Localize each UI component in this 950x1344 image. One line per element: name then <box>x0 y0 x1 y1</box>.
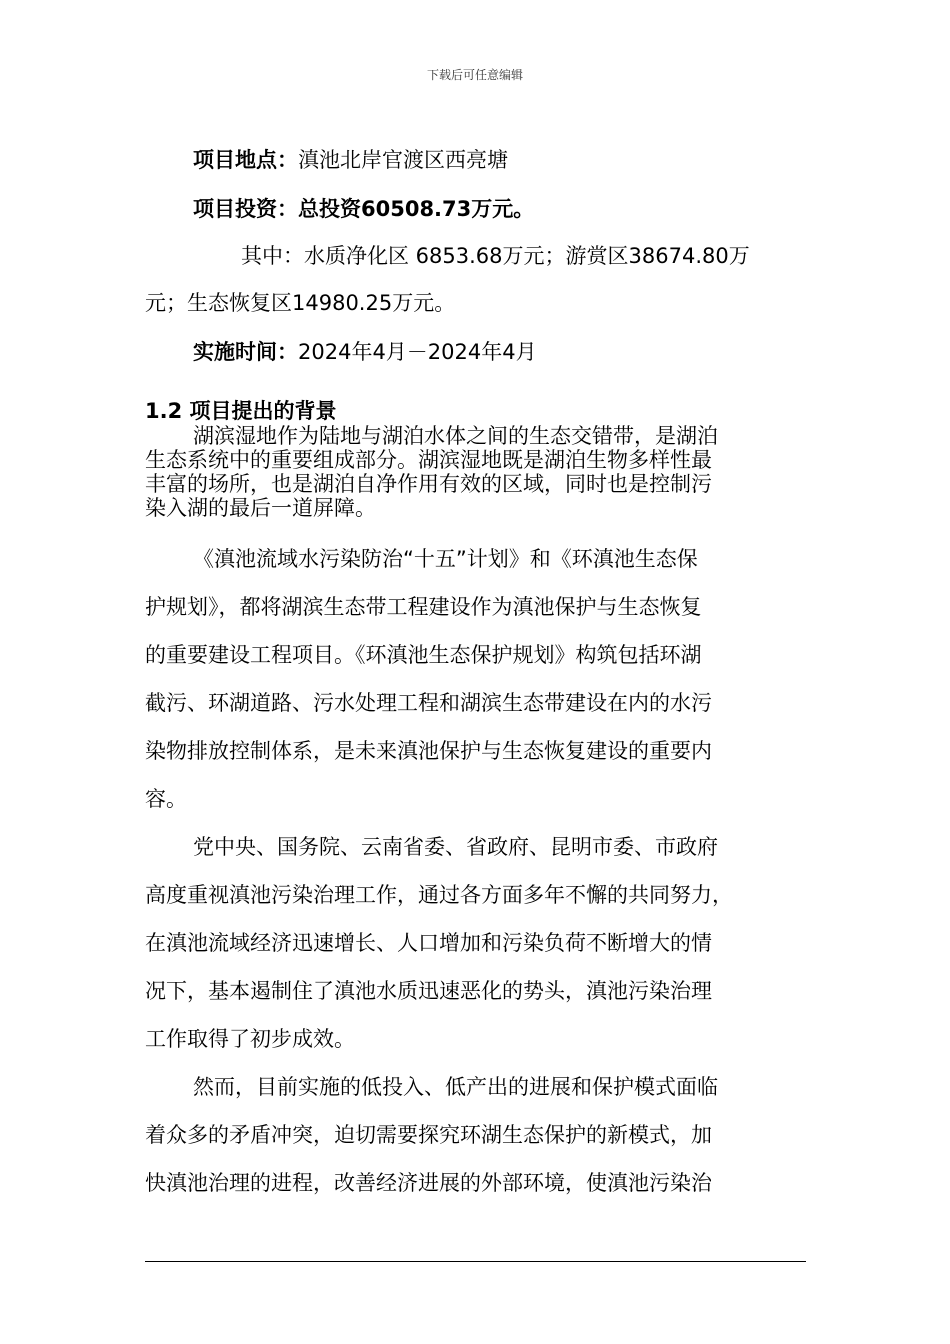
investment-breakdown-line-2: 元；生态恢复区14980.25万元。 <box>145 291 456 315</box>
project-investment-value: 总投资60508.73万元。 <box>298 197 535 221</box>
project-location-value: 滇池北岸官渡区西亮塘 <box>298 148 508 172</box>
project-location-line <box>193 147 863 173</box>
paragraph-line: 然而，目前实施的低投入、低产出的进展和保护模式面临 <box>193 1075 718 1099</box>
paragraph-line: 《滇池流域水污染防治“十五”计划》和《环滇池生态保 <box>193 547 698 571</box>
paragraph-line: 高度重视滇池污染治理工作，通过各方面多年不懈的共同努力， <box>145 883 733 907</box>
project-investment-label: 项目投资： <box>193 197 298 221</box>
implementation-time-value: 2024年4月－2024年4月 <box>298 340 537 364</box>
paragraph-line: 快滇池治理的进程，改善经济进展的外部环境，使滇池污染治 <box>145 1171 712 1195</box>
section-heading: 1.2 项目提出的背景 <box>145 399 337 423</box>
footer-divider <box>145 1261 806 1262</box>
paragraph-line: 在滇池流域经济迅速增长、人口增加和污染负荷不断增大的情 <box>145 931 712 955</box>
paragraph-line: 生态系统中的重要组成部分。湖滨湿地既是湖泊生物多样性最 <box>145 448 712 472</box>
paragraph-line: 染物排放控制体系，是未来滇池保护与生态恢复建设的重要内 <box>145 739 712 763</box>
paragraph-line: 护规划》，都将湖滨生态带工程建设作为滇池保护与生态恢复 <box>145 595 702 619</box>
paragraph-line: 截污、环湖道路、污水处理工程和湖滨生态带建设在内的水污 <box>145 691 712 715</box>
paragraph-line: 染入湖的最后一道屏障。 <box>145 496 376 520</box>
paragraph-line: 容。 <box>145 787 187 811</box>
header-note: 下载后可任意编辑 <box>426 68 523 82</box>
paragraph-line: 党中央、国务院、云南省委、省政府、昆明市委、市政府 <box>193 835 718 859</box>
implementation-time-label: 实施时间： <box>193 340 298 364</box>
project-investment-line <box>193 196 863 222</box>
investment-breakdown-line-1: 其中：水质净化区 6853.68万元；游赏区38674.80万 <box>241 244 750 268</box>
project-location-label: 项目地点： <box>193 148 298 172</box>
paragraph-line: 湖滨湿地作为陆地与湖泊水体之间的生态交错带，是湖泊 <box>193 424 718 448</box>
paragraph-line: 况下，基本遏制住了滇池水质迅速恶化的势头，滇池污染治理 <box>145 979 712 1003</box>
implementation-time-line <box>193 339 863 365</box>
paragraph-line: 工作取得了初步成效。 <box>145 1027 355 1051</box>
paragraph-line: 丰富的场所，也是湖泊自净作用有效的区域，同时也是控制污 <box>145 472 712 496</box>
paragraph-1 <box>145 424 815 520</box>
paragraph-line: 的重要建设工程项目。《环滇池生态保护规划》构筑包括环湖 <box>145 643 702 667</box>
paragraph-line: 着众多的矛盾冲突，迫切需要探究环湖生态保护的新模式，加 <box>145 1123 712 1147</box>
